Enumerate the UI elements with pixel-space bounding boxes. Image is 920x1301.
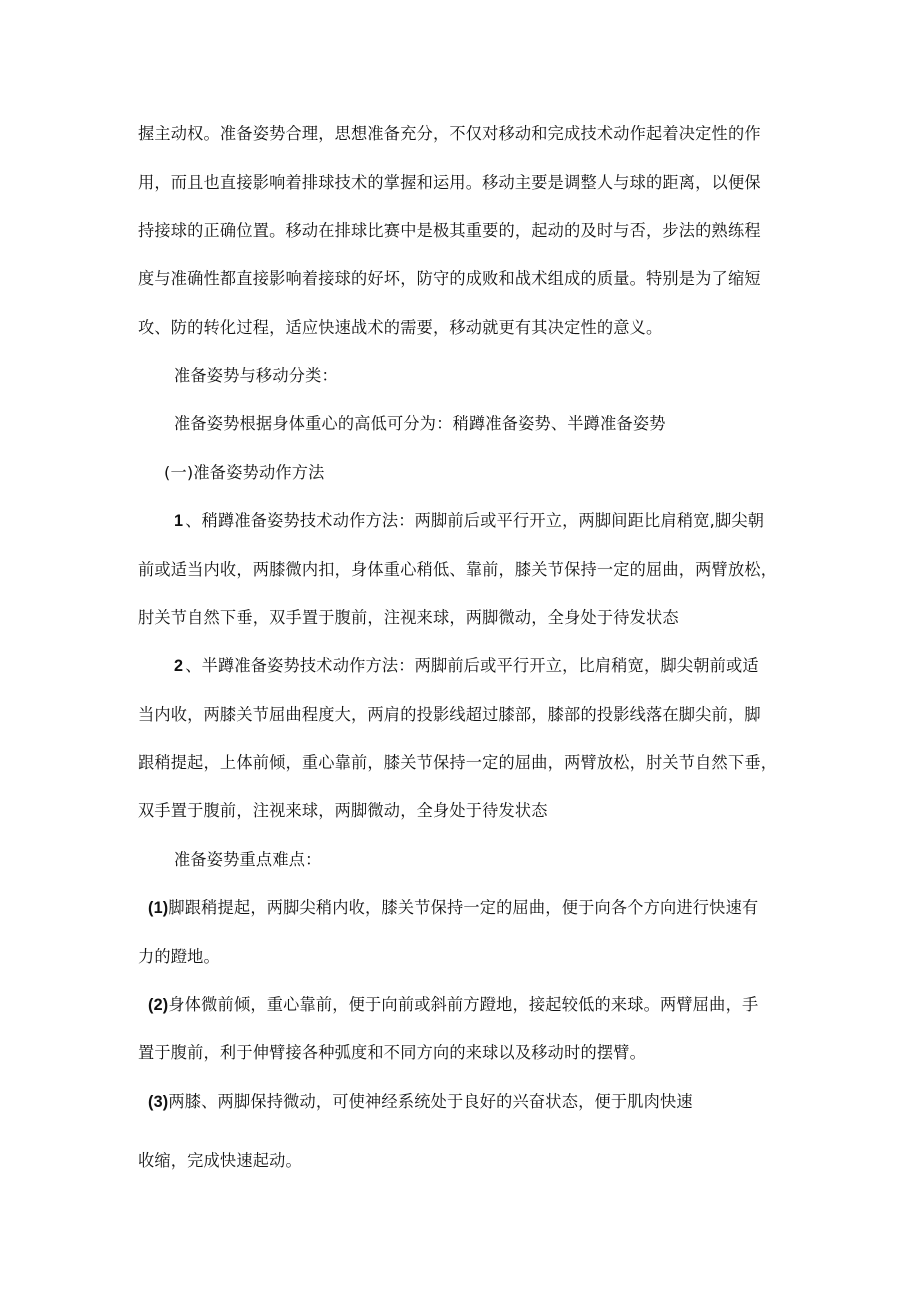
point-1-text-1: 脚跟稍提起，两脚尖稍内收，膝关节保持一定的屈曲，便于向各个方向进行快速有	[168, 898, 759, 917]
intro-line-5: 攻、防的转化过程，适应快速战术的需要，移动就更有其决定性的意义。	[138, 318, 663, 337]
point-3-line-2: 收缩，完成快速起动。	[138, 1151, 302, 1170]
method-1-text-1: 、稍蹲准备姿势技术动作方法：两脚前后或平行开立，两脚间距比肩稍宽,脚尖朝	[185, 511, 765, 530]
method-1-line-2: 前或适当内收，两膝微内扣，身体重心稍低、靠前，膝关节保持一定的屈曲，两臂放松，	[138, 560, 778, 579]
point-3-number: (3)	[148, 1093, 169, 1111]
key-points-heading: 准备姿势重点难点：	[174, 850, 322, 869]
intro-line-4: 度与准确性都直接影响着接球的好坏，防守的成败和战术组成的质量。特别是为了缩短	[138, 269, 761, 288]
classification-text: 准备姿势根据身体重心的高低可分为：稍蹲准备姿势、半蹲准备姿势	[174, 414, 666, 433]
method-2-number: 2	[174, 657, 184, 675]
method-2-line-1	[174, 655, 834, 677]
point-1-line-2: 力的蹬地。	[138, 947, 220, 966]
point-2-line-2: 置于腹前，利于伸臂接各种弧度和不同方向的来球以及移动时的摆臂。	[138, 1043, 647, 1062]
point-1-number: (1)	[148, 899, 169, 917]
intro-line-1: 握主动权。准备姿势合理，思想准备充分，不仅对移动和完成技术动作起着决定性的作	[138, 124, 761, 143]
method-1-line-1	[174, 510, 834, 532]
point-2-line-1	[148, 994, 808, 1016]
point-3-line-1	[148, 1091, 808, 1113]
point-3-text-1: 两膝、两脚保持微动，可使神经系统处于良好的兴奋状态，便于肌肉快速	[168, 1092, 693, 1111]
point-2-text-1: 身体微前倾，重心靠前，便于向前或斜前方蹬地，接起较低的来球。两臂屈曲，手	[168, 995, 759, 1014]
method-2-line-4: 双手置于腹前，注视来球，两脚微动，全身处于待发状态	[138, 801, 548, 820]
method-1-line-3: 肘关节自然下垂，双手置于腹前，注视来球，两脚微动，全身处于待发状态	[138, 608, 679, 627]
method-2-line-3: 跟稍提起，上体前倾，重心靠前，膝关节保持一定的屈曲，两臂放松，肘关节自然下垂，	[138, 753, 778, 772]
section-heading: (一)准备姿势动作方法	[164, 463, 325, 482]
intro-line-2: 用，而且也直接影响着排球技术的掌握和运用。移动主要是调整人与球的距离，以便保	[138, 173, 761, 192]
intro-line-3: 持接球的正确位置。移动在排球比赛中是极其重要的，起动的及时与否，步法的熟练程	[138, 221, 761, 240]
point-2-number: (2)	[148, 996, 169, 1014]
point-1-line-1	[148, 897, 808, 919]
method-1-number: 1	[174, 512, 184, 530]
classification-heading: 准备姿势与移动分类：	[174, 366, 338, 385]
method-2-text-1: 、半蹲准备姿势技术动作方法：两脚前后或平行开立，比肩稍宽，脚尖朝前或适	[185, 656, 759, 675]
method-2-line-2: 当内收，两膝关节屈曲程度大，两肩的投影线超过膝部，膝部的投影线落在脚尖前，脚	[138, 705, 761, 724]
